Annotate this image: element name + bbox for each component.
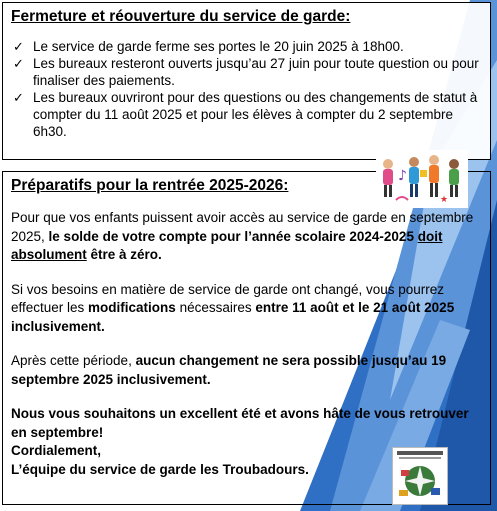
svg-text:♪: ♪ (398, 168, 407, 184)
school-logo-icon (392, 447, 448, 505)
text: Après cette période, (11, 353, 136, 368)
checkmark-icon: ✓ (13, 56, 24, 71)
section-title: Préparatifs pour la rentrée 2025-2026: (11, 177, 289, 194)
closing-wish: Nous vous souhaitons un excellent été et avons hâte de vous retrouver en septembre! (11, 406, 469, 440)
section-title: Fermeture et réouverture du service de garde: (11, 8, 351, 25)
text-bold: être à zéro. (86, 247, 162, 262)
text-bold-underline: doit absolument (11, 228, 443, 262)
paragraph-period (11, 352, 481, 389)
checkmark-icon: ✓ (13, 39, 24, 54)
children-illustration-icon (376, 150, 468, 208)
list-item (11, 55, 482, 89)
list-item (11, 38, 482, 55)
text-bold: modifications (88, 300, 176, 315)
closing-signature: L’équipe du service de garde les Troubadours. (11, 461, 309, 477)
text: Pour que vos enfants puissent avoir accès au service de garde en septembre 2025, (11, 210, 474, 244)
list-item-text: Les bureaux resteront ouverts jusqu’au 27 juin pour toute question ou pour finaliser des paiements. (33, 56, 479, 88)
paragraph-balance (11, 209, 481, 265)
text: Si vos besoins en matière de service de garde ont changé, vous pourrez effectuer les (11, 281, 445, 315)
text-bold: le solde de votre compte pour l’année scolaire 2024-2025 (44, 228, 418, 244)
closing-reopening-section (2, 2, 491, 160)
text-bold: entre 11 août et le 21 août 2025 inclusivement. (11, 300, 455, 334)
paragraph-changes (11, 281, 481, 337)
text: nécessaires (175, 300, 256, 315)
list-item (11, 89, 482, 140)
text-bold: aucun changement ne sera possible jusqu’au 19 septembre 2025 inclusivement. (11, 353, 447, 387)
checkmark-icon: ✓ (13, 90, 24, 105)
list-item-text: Les bureaux ouvriront pour des questions ou des changements de statut à compter du 11 août 2025 et pour les élèves à compter du 2 septembre 6h30. (33, 90, 478, 139)
closing-regards: Cordialement, (11, 443, 102, 458)
checklist (11, 38, 482, 140)
list-item-text: Le service de garde ferme ses portes le 20 juin 2025 à 18h00. (33, 39, 404, 54)
svg-text:★: ★ (440, 195, 449, 205)
